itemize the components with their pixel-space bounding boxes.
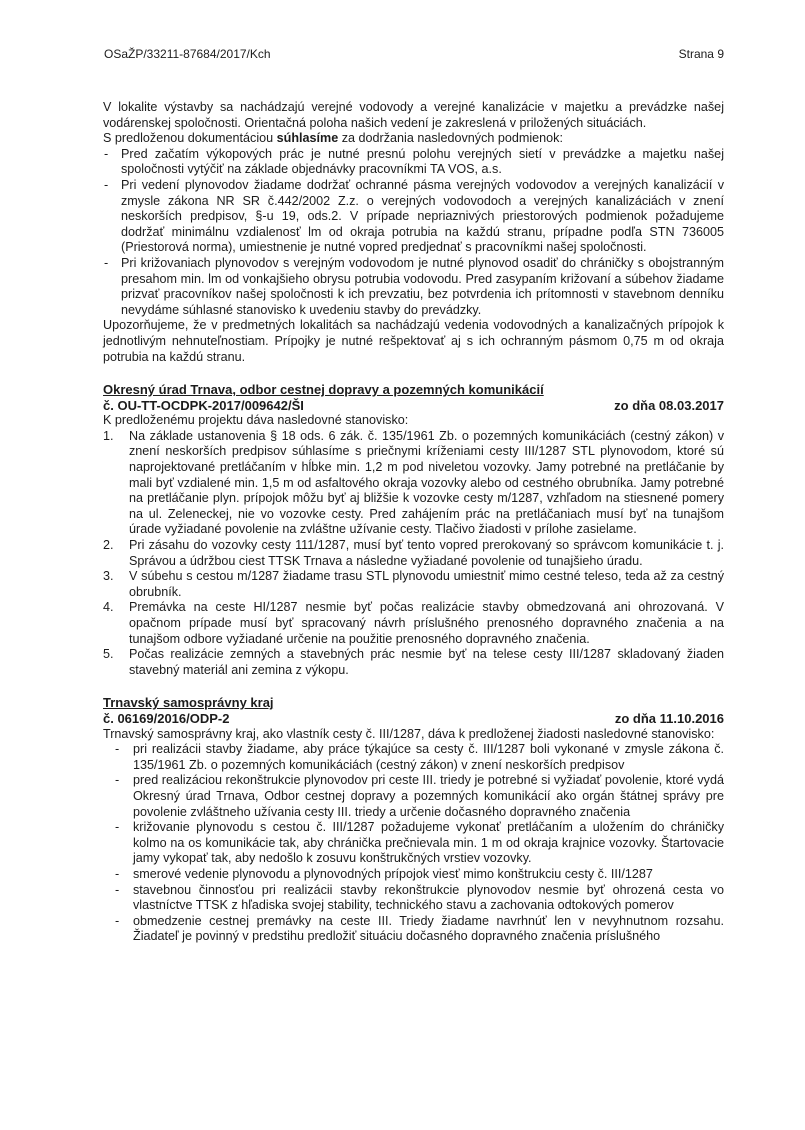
section-intro: Trnavský samosprávny kraj, ako vlastník cesty č. III/1287, dáva k predloženej žiadosti nasledovné stanovisko: [103, 726, 715, 741]
section-intro: K predloženému projektu dáva nasledovné stanovisko: [103, 413, 409, 428]
list-item: - pred realizáciou rekonštrukcie plynovodov pri ceste III. triedy je potrebné si vyžiadať povolenie, ktoré vydá Okresný úrad Trnava, Odbor cestnej dopravy a pozemných komunikácií ako orgán štátnej správy pre povolenie zvláštneho užívania cesty III. triedy a určenie dočasného dopravného značenia [103, 773, 724, 820]
reference-date: zo dňa 11.10.2016 [614, 710, 724, 726]
page-header [104, 47, 724, 63]
conditions-list [103, 147, 724, 319]
page-number: Strana 9 [678, 47, 724, 61]
item-number: 2. [103, 538, 114, 553]
list-item: - stavebnou činnosťou pri realizácii stavby rekonštrukcie plynovodov nesmie byť ohrozená cesta vo vlastníctve TTSK z hľadiska svojej stability, technického stavu a zachovania odtokových pomerov [103, 883, 724, 914]
list-item: - križovanie plynovodu s cestou č. III/1287 požadujeme vykonať pretláčaním a uložením do chráničky kolmo na os komunikácie tak, aby chránička prečnievala min. 1 m od okraja krajnice vozovky. Štartovacie jamy vykopať tak, aby nedošlo k zosuvu konštrukčných vrstiev vozovky. [103, 820, 724, 867]
reference-number: č. OU-TT-OCDPK-2017/009642/ŠI [103, 397, 304, 413]
list-item: 4. Premávka na ceste HI/1287 nesmie byť počas realizácie stavby obmedzovaná ani ohrozovaná. V opačnom prípade musí byť spracovaný návrh príslušného prenosného dopravného značenia a na tunajšom odbore vyžiadané určenie na použitie prenosného dopravného značenia. [103, 600, 724, 646]
list-item: 5. Počas realizácie zemných a stavebných prác nesmie byť na telese cesty III/1287 skladovaný žiaden stavebný materiál ani zemina z výkopu. [103, 647, 724, 677]
list-item: - smerové vedenie plynovodu a plynovodných prípojok viesť mimo konštrukciu cesty č. III/1287 [103, 867, 724, 883]
list-item: 2. Pri zásahu do vozovky cesty 111/1287, musí byť tento vopred prerokovaný so správcom komunikácie t. j. Správou a údržbou ciest TTSK Trnava a následne vyžiadané povolenie od tunajšieho úradu. [103, 538, 724, 568]
list-item: - Pred začatím výkopových prác je nutné presnú polohu verejných sietí v prevádzke a majetku našej spoločnosti vytýčiť na základe objednávky pracovníkmi TA VOS, a.s. [103, 147, 724, 178]
list-item: - Pri križovaniach plynovodov s verejným vodovodom je nutné plynovod osadiť do chráničky s obojstranným presahom min. lm od vonkajšieho obrysu potrubia vodovodu. Pred zasypaním križovaní a súbehov žiadame prizvať pracovníkov našej spoločnosti k ich prevzatiu, bez potvrdenia ich prítomnosti v stavebnom denníku nevydáme súhlasné stanovisko k uvedeniu stavby do prevádzky. [103, 256, 724, 318]
notice-paragraph: Upozorňujeme, že v predmetných lokalitách sa nachádzajú vedenia vodovodných a kanalizačných prípojok k jednotlivým nehnuteľnostiam. Prípojky je nutné rešpektovať aj s ich ochranným pásmom 0,75 m od okraja potrubia na každú stranu. [103, 318, 724, 364]
list-item: - obmedzenie cestnej premávky na ceste III. Triedy žiadame navrhnúť len v nevyhnutnom rozsahu. Žiadateľ je povinný v predstihu predložiť situáciu dočasného dopravného značenia príslušného [103, 914, 724, 945]
item-number: 3. [103, 569, 114, 584]
reference-row [103, 398, 724, 414]
list-item: - Pri vedení plynovodov žiadame dodržať ochranné pásma verejných vodovodov a verejných kanalizácií v zmysle zákona NR SR č.442/2002 Z.z. o verejných vodovodoch a verejných kanalizáciách v znení neskorších predpisov, §-u 19, ods.2. V prípade nepriaznivých priestorových podmienok požadujeme dodržať minimálnu vzdialenosť lm od okraja potrubia na každú stranu, prípadne podľa STN 736005 (Priestorová norma), umiestnenie je nutné vopred predjednať s pracovníkmi našej spoločnosti. [103, 178, 724, 256]
item-number: 5. [103, 647, 114, 662]
reference-number: č. 06169/2016/ODP-2 [103, 710, 230, 726]
document-reference: OSaŽP/33211-87684/2017/Kch [104, 47, 271, 61]
document-body [103, 100, 724, 945]
list-item: - pri realizácii stavby žiadame, aby práce týkajúce sa cesty č. III/1287 boli vykonané v zmysle zákona č. 135/1961 Zb. o pozemných komunikáciách (cestný zákon) v znení neskorších predpisov [103, 742, 724, 773]
list-item: 1. Na základe ustanovenia § 18 ods. 6 zák. č. 135/1961 Zb. o pozemných komunikáciách (cestný zákon) v znení neskorších predpisov súhlasíme s priečnymi kríženiami cesty III/1287 STL plynovodom, ktoré sú naprojektované pretláčaním v hĺbke min. 1,2 m pod niveletou vozovky. Jamy potrebné na pretláčanie by mali byť vzdialené min. 1,5 m od asfaltového okraja vozovky alebo od cestného obrubníka. Jamy potrebné na pretláčanie plyn. prípojok môžu byť aj bližšie k vozovke cesty m/1287, vzhľadom na stiesnené pomery na ul. Zeleneckej, nie vo vozovke cesty. Pred zahájením prác na pretláčaniach musí byť na tunajšom úrade vyžiadané povolenie na zvláštne užívanie cesty. Tlačivo žiadosti v prílohe zasielame. [103, 428, 724, 537]
agree-emphasis: súhlasíme [276, 131, 339, 146]
conditions-list [103, 742, 724, 945]
reference-date: zo dňa 08.03.2017 [614, 397, 724, 413]
conditions-lead: S predloženou dokumentáciou súhlasíme za dodržania nasledovných podmienok: [103, 131, 563, 146]
item-number: 4. [103, 600, 114, 615]
intro-paragraph: V lokalite výstavby sa nachádzajú verejné vodovody a verejné kanalizácie v majetku a prevádzke našej vodárenskej spoločnosti. Orientačná poloha našich vedení je zakreslená v priložených situáciách. [103, 100, 724, 130]
numbered-list [103, 429, 724, 679]
reference-row [103, 711, 724, 727]
section-title: Okresný úrad Trnava, odbor cestnej dopravy a pozemných komunikácií [103, 382, 544, 398]
section-title: Trnavský samosprávny kraj [103, 695, 274, 711]
item-number: 1. [103, 428, 114, 443]
list-item: 3. V súbehu s cestou m/1287 žiadame trasu STL plynovodu umiestniť mimo cestné teleso, teda až za cestný obrubník. [103, 569, 724, 599]
